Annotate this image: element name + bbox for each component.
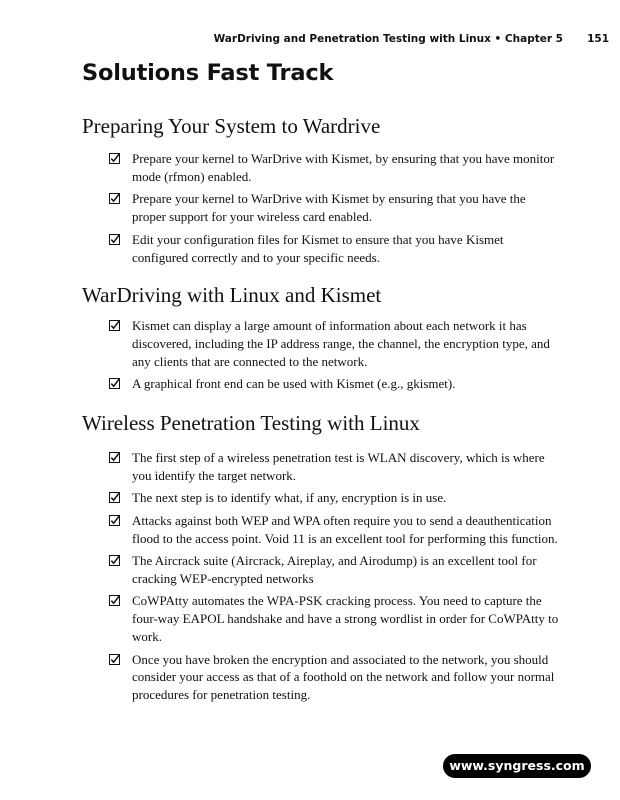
checkbox-checked-icon <box>109 595 120 606</box>
bullet-text: A graphical front end can be used with Kismet (e.g., gkismet). <box>132 376 456 392</box>
checkbox-checked-icon <box>109 492 120 503</box>
checkbox-checked-icon <box>109 193 120 204</box>
list-item <box>82 552 562 588</box>
section-heading: WarDriving with Linux and Kismet <box>82 283 382 307</box>
bullet-list <box>82 150 562 266</box>
checkbox-checked-icon <box>109 515 120 526</box>
list-item <box>82 651 562 705</box>
bullet-text: The Aircrack suite (Aircrack, Aireplay, and Airodump) is an excellent tool for cracking WEP-encrypted networks <box>132 553 537 586</box>
section-wardriving-kismet <box>82 283 562 393</box>
checkbox-checked-icon <box>109 234 120 245</box>
checkbox-checked-icon <box>109 378 120 389</box>
bullet-text: Prepare your kernel to WarDrive with Kismet, by ensuring that you have monitor mode (rfmon) enabled. <box>132 151 555 184</box>
list-item <box>82 592 562 646</box>
publisher-url-badge: www.syngress.com <box>443 754 591 778</box>
list-item <box>82 317 562 371</box>
bullet-text: CoWPAtty automates the WPA-PSK cracking process. You need to capture the four-way EAPOL handshake and have a strong wordlist in order for CoWPAtty to work. <box>132 593 559 645</box>
checkbox-checked-icon <box>109 654 120 665</box>
checkbox-checked-icon <box>109 555 120 566</box>
page-number: 151 <box>587 33 609 45</box>
checkbox-checked-icon <box>109 452 120 463</box>
running-header <box>0 33 620 49</box>
bullet-list <box>82 317 562 393</box>
section-heading: Wireless Penetration Testing with Linux <box>82 411 420 435</box>
bullet-text: Prepare your kernel to WarDrive with Kismet by ensuring that you have the proper support for your wireless card enabled. <box>132 191 526 225</box>
section-wireless-pentest <box>82 411 562 704</box>
list-item <box>82 512 562 548</box>
list-item <box>82 375 562 393</box>
checkbox-checked-icon <box>109 153 120 164</box>
checkbox-checked-icon <box>109 320 120 331</box>
bullet-text: Attacks against both WEP and WPA often require you to send a deauthentication flood to the access point. Void 11 is an excellent tool for performing this function. <box>132 512 558 546</box>
page-title: Solutions Fast Track <box>82 60 334 86</box>
running-title: WarDriving and Penetration Testing with Linux • Chapter 5 <box>213 33 563 45</box>
bullet-text: Edit your configuration files for Kismet to ensure that you have Kismet configured correctly and to your specific needs. <box>132 231 504 265</box>
bullet-list <box>82 449 562 704</box>
list-item <box>82 449 562 485</box>
bullet-text: The first step of a wireless penetration test is WLAN discovery, which is where you identify the target network. <box>132 450 545 483</box>
section-heading: Preparing Your System to Wardrive <box>82 114 381 138</box>
section-preparing-system <box>82 114 562 266</box>
list-item <box>82 190 562 226</box>
bullet-text: Once you have broken the encryption and associated to the network, you should consider your access as that of a foothold on the network and follow your normal procedures for penetration testing. <box>132 651 555 703</box>
list-item <box>82 231 562 267</box>
bullet-text: The next step is to identify what, if any, encryption is in use. <box>132 490 447 506</box>
list-item <box>82 150 562 186</box>
list-item <box>82 489 562 507</box>
bullet-text: Kismet can display a large amount of information about each network it has discovered, including the IP address range, the channel, the encryption type, and any clients that are connected to the network. <box>132 318 550 369</box>
